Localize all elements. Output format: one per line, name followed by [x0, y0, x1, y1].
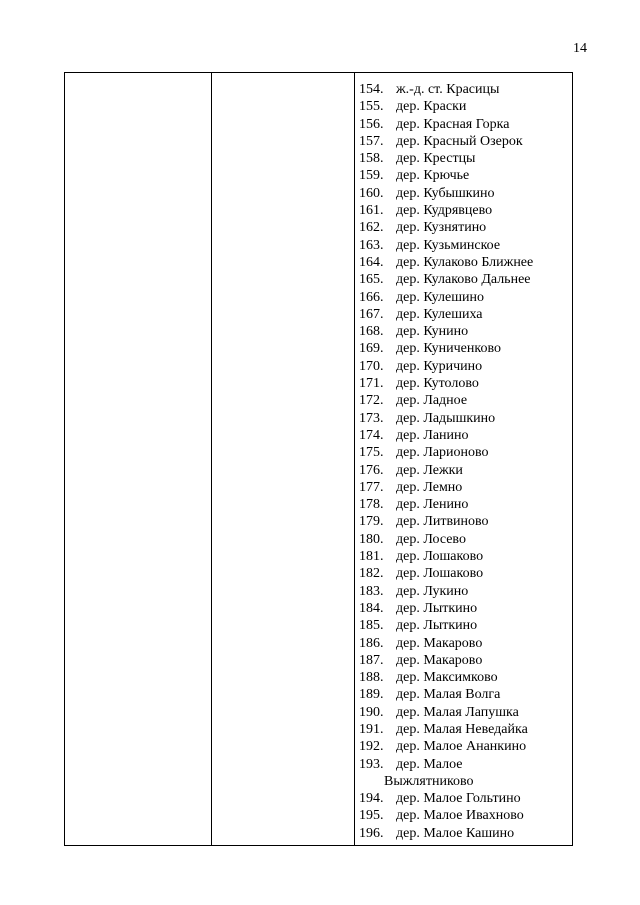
- list-item: [359, 704, 533, 721]
- settlement-name: дер. Максимково: [396, 670, 498, 686]
- list-item: [359, 738, 533, 755]
- settlement-name: ж.-д. ст. Красицы: [396, 82, 500, 97]
- item-number: 172.: [359, 393, 384, 409]
- settlement-name: дер. Куричино: [396, 358, 483, 374]
- list-item: [359, 583, 533, 600]
- item-number: 179.: [359, 514, 384, 530]
- settlement-name: дер. Краски: [396, 99, 467, 115]
- settlement-name: дер. Кузьминское: [396, 237, 501, 253]
- settlement-name: дер. Малое Гольтино: [396, 791, 521, 807]
- list-item: [359, 600, 533, 617]
- settlement-list: [359, 81, 533, 842]
- item-number: 193.: [359, 756, 384, 772]
- list-item: [359, 375, 533, 392]
- list-item: [359, 790, 533, 807]
- settlement-name: дер. Макарово: [396, 635, 483, 651]
- list-item: [359, 185, 533, 202]
- settlement-name: дер. Лежки: [396, 462, 463, 478]
- item-number: 176.: [359, 462, 384, 478]
- settlement-name: дер. Красная Горка: [396, 116, 510, 132]
- list-item: [359, 825, 533, 842]
- list-item: [359, 496, 533, 513]
- list-item: [359, 219, 533, 236]
- item-number: 163.: [359, 237, 384, 253]
- list-item: [359, 116, 533, 133]
- item-number: 168.: [359, 324, 384, 340]
- list-item: [359, 271, 533, 288]
- settlement-name: дер. Кубышкино: [396, 185, 495, 201]
- list-item: [359, 721, 533, 738]
- item-number: 155.: [359, 99, 384, 115]
- list-item: [359, 150, 533, 167]
- page-number: 14: [573, 41, 587, 56]
- list-item: [359, 652, 533, 669]
- settlement-name: дер. Малое Ивахново: [396, 808, 524, 824]
- settlement-name: дер. Кулешино: [396, 289, 484, 305]
- item-number: 159.: [359, 168, 384, 184]
- settlement-name: дер. Лукино: [396, 583, 469, 599]
- settlement-name: дер. Малое: [396, 756, 463, 772]
- settlement-name: дер. Ладное: [396, 393, 468, 409]
- list-item: [359, 513, 533, 530]
- item-number: 183.: [359, 583, 384, 599]
- list-item: [359, 444, 533, 461]
- settlement-name: дер. Кутолово: [396, 376, 479, 392]
- item-number: 178.: [359, 497, 384, 513]
- settlement-name: дер. Лосево: [396, 531, 466, 547]
- list-item: [359, 617, 533, 634]
- settlement-name: дер. Лыткино: [396, 600, 478, 616]
- item-number: 165.: [359, 272, 384, 288]
- item-number: 185.: [359, 618, 384, 634]
- settlement-name: дер. Кудрявцево: [396, 203, 493, 219]
- settlement-name: дер. Лошаково: [396, 566, 484, 582]
- item-number: 180.: [359, 531, 384, 547]
- list-item: [359, 237, 533, 254]
- item-number: 188.: [359, 670, 384, 686]
- settlement-name: дер. Кулешиха: [396, 306, 483, 322]
- settlement-name: дер. Кунино: [396, 324, 469, 340]
- item-number: 169.: [359, 341, 384, 357]
- list-item: [359, 133, 533, 150]
- settlement-name: дер. Лемно: [396, 479, 463, 495]
- list-item: [359, 807, 533, 824]
- item-number: 174.: [359, 427, 384, 443]
- settlements-table: [64, 72, 573, 846]
- item-number: 161.: [359, 203, 384, 219]
- settlement-name: дер. Лошаково: [396, 549, 484, 565]
- list-item: [359, 410, 533, 427]
- item-number: 196.: [359, 825, 384, 841]
- item-number: 181.: [359, 549, 384, 565]
- item-number: 167.: [359, 306, 384, 322]
- item-number: 160.: [359, 185, 384, 201]
- item-number: 166.: [359, 289, 384, 305]
- settlement-name: дер. Ладышкино: [396, 410, 496, 426]
- settlement-name: дер. Макарово: [396, 652, 483, 668]
- settlement-name: дер. Кулаково Дальнее: [396, 272, 531, 288]
- list-item: [359, 479, 533, 496]
- list-item: [359, 635, 533, 652]
- list-item: [359, 392, 533, 409]
- item-number: 191.: [359, 721, 384, 737]
- list-item: [359, 167, 533, 184]
- column-divider-right: [354, 73, 355, 845]
- item-number: 194.: [359, 791, 384, 807]
- item-number: 162.: [359, 220, 384, 236]
- settlement-name: дер. Лыткино: [396, 618, 478, 634]
- settlement-name: дер. Ларионово: [396, 445, 489, 461]
- list-item: [359, 358, 533, 375]
- settlement-name: дер. Крючье: [396, 168, 470, 184]
- list-item: [359, 531, 533, 548]
- item-number: 164.: [359, 254, 384, 270]
- item-number: 192.: [359, 739, 384, 755]
- settlement-name: дер. Кузнятино: [396, 220, 487, 236]
- list-item: [359, 565, 533, 582]
- list-item: [359, 254, 533, 271]
- list-item: [359, 427, 533, 444]
- item-number: 186.: [359, 635, 384, 651]
- item-number: 158.: [359, 151, 384, 167]
- settlement-name: дер. Малая Неведайка: [396, 721, 528, 737]
- settlement-name: дер. Малая Волга: [396, 687, 501, 703]
- list-item: [359, 323, 533, 340]
- item-number: 189.: [359, 687, 384, 703]
- item-number: 195.: [359, 808, 384, 824]
- settlement-name: дер. Малое Кашино: [396, 825, 515, 841]
- item-number: 154.: [359, 82, 384, 97]
- settlement-name: дер. Кулаково Ближнее: [396, 254, 534, 270]
- item-number: 182.: [359, 566, 384, 582]
- settlement-name: дер. Литвиново: [396, 514, 489, 530]
- list-item: [359, 289, 533, 306]
- list-item: [359, 306, 533, 323]
- list-item: [359, 462, 533, 479]
- item-number: 177.: [359, 479, 384, 495]
- item-number: 173.: [359, 410, 384, 426]
- settlement-name-continuation: Выжлятниково: [384, 773, 474, 789]
- list-item: [359, 548, 533, 565]
- item-number: 156.: [359, 116, 384, 132]
- list-item: [359, 669, 533, 686]
- item-number: 171.: [359, 376, 384, 392]
- settlement-name: дер. Ланино: [396, 427, 469, 443]
- item-number: 184.: [359, 600, 384, 616]
- list-item: [359, 686, 533, 703]
- item-number: 170.: [359, 358, 384, 374]
- item-number: 187.: [359, 652, 384, 668]
- settlement-name: дер. Крестцы: [396, 151, 476, 167]
- list-item: [359, 81, 533, 98]
- item-number: 175.: [359, 445, 384, 461]
- item-number: 157.: [359, 133, 384, 149]
- settlement-name: дер. Ленино: [396, 497, 469, 513]
- settlement-name: дер. Малая Лапушка: [396, 704, 519, 720]
- item-number: 190.: [359, 704, 384, 720]
- settlement-name: дер. Красный Озерок: [396, 133, 523, 149]
- list-item: [359, 756, 533, 791]
- settlement-name: дер. Малое Ананкино: [396, 739, 527, 755]
- list-item: [359, 202, 533, 219]
- list-item: [359, 98, 533, 115]
- list-item: [359, 340, 533, 357]
- settlement-name: дер. Куниченково: [396, 341, 501, 357]
- column-divider-left: [211, 73, 212, 845]
